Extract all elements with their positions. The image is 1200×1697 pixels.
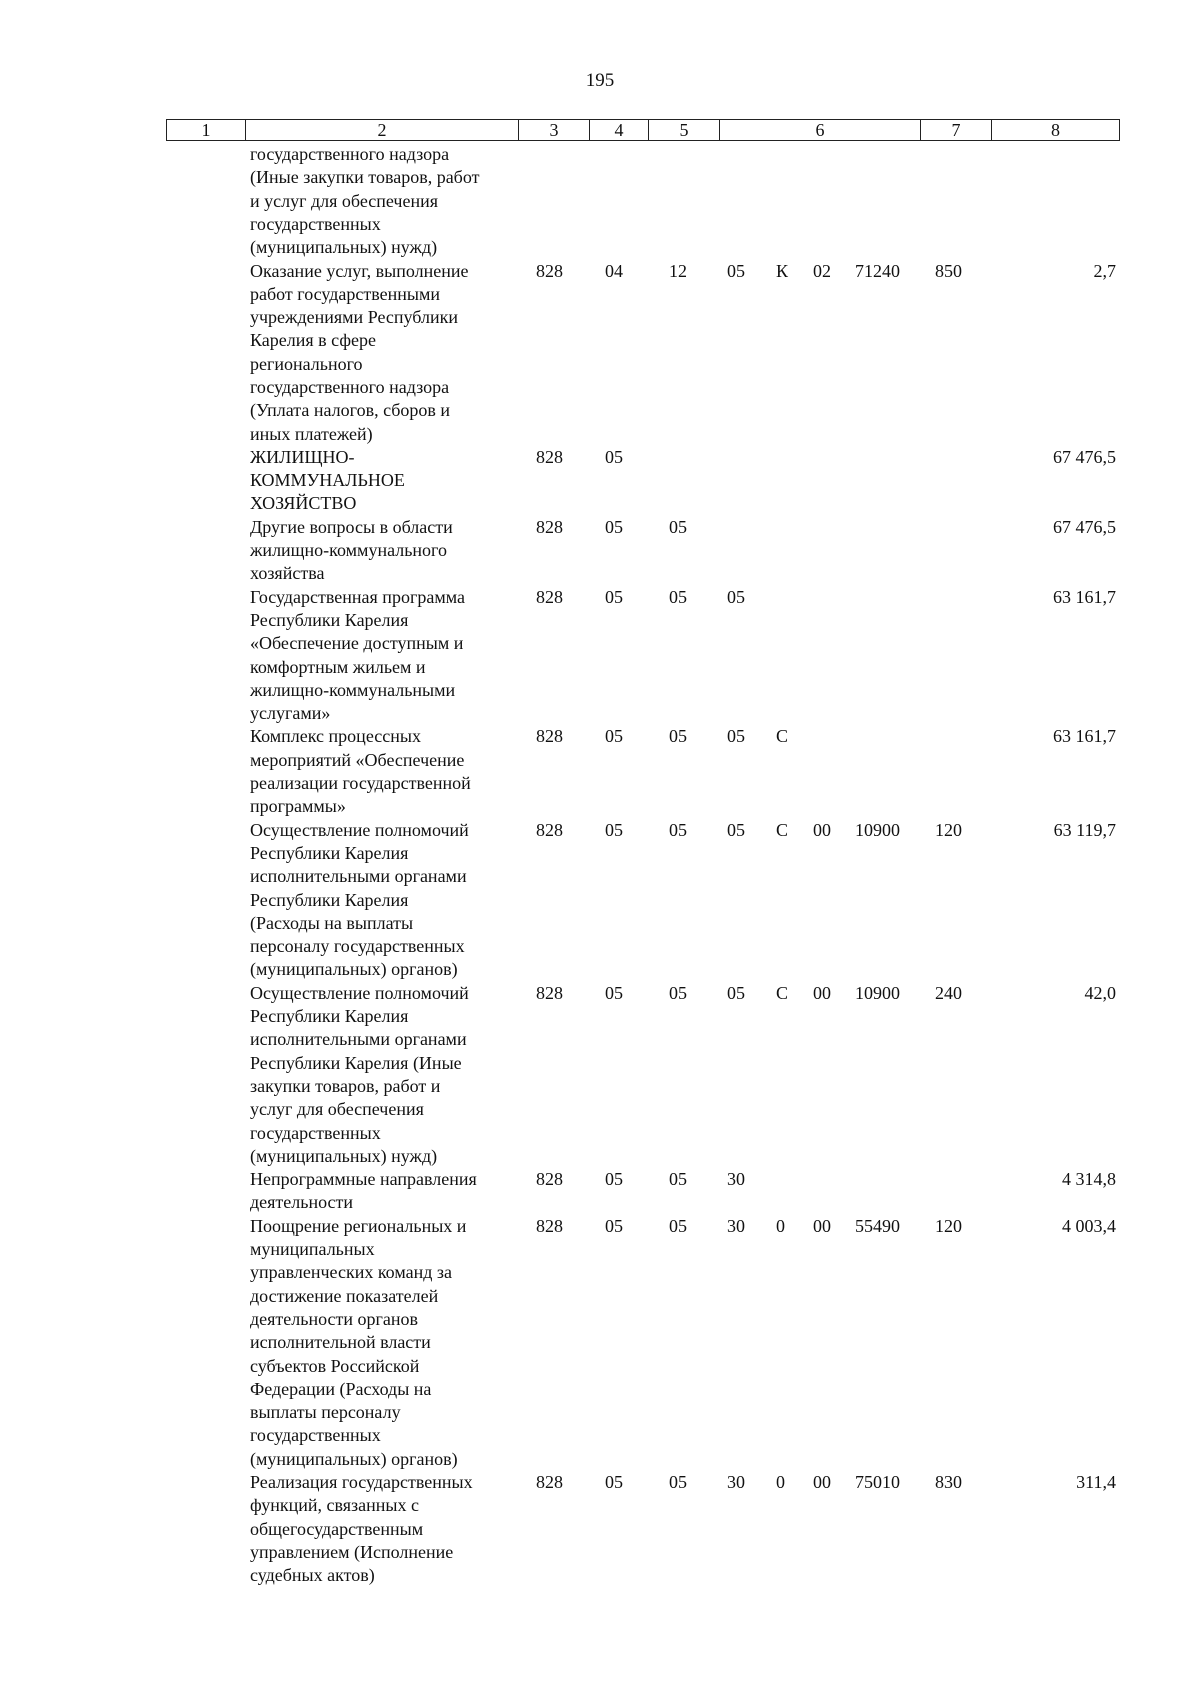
row-cell-c6a: 30 — [727, 1169, 745, 1190]
row-cell-c7: 120 — [935, 1215, 962, 1236]
row-cell-c7: 120 — [935, 819, 962, 840]
row-cell-c3: 828 — [536, 446, 563, 467]
row-cell-c6a: 05 — [727, 982, 745, 1003]
row-cell-c6c: 02 — [813, 260, 831, 281]
row-name: Оказание услуг, выполнение работ государственными учреждениями Республики Карелия в сфере регионального государственного надзора (Уплата налогов, сборов и иных платежей) — [250, 260, 469, 444]
row-name: ЖИЛИЩНО- КОММУНАЛЬНОЕ ХОЗЯЙСТВО — [250, 446, 405, 514]
row-cell-c6a: 05 — [727, 726, 745, 747]
row-cell-c6d: 75010 — [855, 1472, 900, 1493]
row-cell-c5: 05 — [669, 982, 687, 1003]
row-cell-c4: 05 — [605, 726, 623, 747]
row-cell-c3: 828 — [536, 726, 563, 747]
row-name: Непрограммные направления деятельности — [250, 1169, 477, 1213]
row-cell-c8: 67 476,5 — [1053, 446, 1116, 467]
row-cell-c8: 63 161,7 — [1053, 726, 1116, 747]
row-cell-c4: 04 — [605, 260, 623, 281]
row-cell-c6a: 30 — [727, 1472, 745, 1493]
header-col-5: 5 — [648, 120, 719, 140]
row-cell-c5: 05 — [669, 1472, 687, 1493]
table-row — [0, 446, 1200, 516]
row-cell-c4: 05 — [605, 516, 623, 537]
row-cell-c5: 05 — [669, 726, 687, 747]
table-row — [0, 1215, 1200, 1471]
row-cell-c8: 311,4 — [1076, 1472, 1116, 1493]
table-body — [0, 143, 1200, 1588]
row-name: государственного надзора (Иные закупки товаров, работ и услуг для обеспечения государственных (муниципальных) нужд) — [250, 144, 480, 258]
row-cell-c5: 05 — [669, 1215, 687, 1236]
row-cell-c5: 12 — [669, 260, 687, 281]
row-cell-c6a: 05 — [727, 260, 745, 281]
row-cell-c3: 828 — [536, 260, 563, 281]
row-cell-c5: 05 — [669, 1169, 687, 1190]
row-cell-c6d: 10900 — [855, 982, 900, 1003]
header-col-1: 1 — [201, 120, 211, 140]
row-cell-c8: 4 003,4 — [1062, 1215, 1116, 1236]
row-name: Поощрение региональных и муниципальных управленческих команд за достижение показателей деятельности органов исполнительной власти субъектов Российской Федерации (Расходы на выплаты персоналу государственных (муниципальных) органов) — [250, 1215, 467, 1469]
table-row — [0, 516, 1200, 586]
row-cell-c7: 850 — [935, 260, 962, 281]
row-cell-c4: 05 — [605, 586, 623, 607]
row-cell-c8: 63 161,7 — [1053, 586, 1116, 607]
row-cell-c6b: С — [776, 982, 789, 1003]
row-cell-c3: 828 — [536, 1169, 563, 1190]
table-row — [0, 1471, 1200, 1588]
row-cell-c5: 05 — [669, 516, 687, 537]
table-row — [0, 819, 1200, 982]
row-cell-c5: 05 — [669, 586, 687, 607]
table-row — [0, 586, 1200, 726]
row-cell-c3: 828 — [536, 586, 563, 607]
row-cell-c6a: 30 — [727, 1215, 745, 1236]
row-cell-c7: 830 — [935, 1472, 962, 1493]
header-col-2: 2 — [245, 120, 518, 140]
header-col-8: 8 — [991, 120, 1119, 140]
row-cell-c8: 4 314,8 — [1062, 1169, 1116, 1190]
table-row — [0, 1168, 1200, 1215]
row-cell-c6b: 0 — [776, 1472, 785, 1493]
table-row — [0, 143, 1200, 260]
row-cell-c6b: 0 — [776, 1215, 785, 1236]
table-header — [166, 119, 1120, 141]
row-cell-c3: 828 — [536, 1215, 563, 1236]
header-col-3: 3 — [518, 120, 589, 140]
row-name: Реализация государственных функций, связанных с общегосударственным управлением (Исполнение судебных актов) — [250, 1472, 473, 1586]
row-cell-c6a: 05 — [727, 586, 745, 607]
row-cell-c6c: 00 — [813, 1215, 831, 1236]
row-cell-c4: 05 — [605, 1472, 623, 1493]
header-col-6: 6 — [719, 120, 920, 140]
row-cell-c7: 240 — [935, 982, 962, 1003]
row-cell-c5: 05 — [669, 819, 687, 840]
row-cell-c3: 828 — [536, 982, 563, 1003]
row-cell-c6b: С — [776, 726, 789, 747]
row-name: Комплекс процессных мероприятий «Обеспечение реализации государственной программы» — [250, 726, 471, 817]
table-row — [0, 982, 1200, 1168]
row-cell-c4: 05 — [605, 819, 623, 840]
row-name: Осуществление полномочий Республики Карелия исполнительными органами Республики Карелия (Расходы на выплаты персоналу государственных (муниципальных) органов) — [250, 819, 469, 980]
row-cell-c6b: К — [776, 260, 789, 281]
row-cell-c3: 828 — [536, 1472, 563, 1493]
row-cell-c4: 05 — [605, 1169, 623, 1190]
row-cell-c6d: 71240 — [855, 260, 900, 281]
row-cell-c6c: 00 — [813, 819, 831, 840]
row-cell-c3: 828 — [536, 819, 563, 840]
row-cell-c3: 828 — [536, 516, 563, 537]
row-cell-c6d: 10900 — [855, 819, 900, 840]
row-cell-c4: 05 — [605, 1215, 623, 1236]
page-number: 195 — [585, 70, 615, 91]
row-cell-c8: 63 119,7 — [1053, 819, 1116, 840]
header-col-4: 4 — [589, 120, 648, 140]
header-col-7: 7 — [920, 120, 991, 140]
row-cell-c6c: 00 — [813, 1472, 831, 1493]
row-cell-c8: 42,0 — [1084, 982, 1116, 1003]
row-cell-c6b: С — [776, 819, 789, 840]
row-cell-c6c: 00 — [813, 982, 831, 1003]
table-row — [0, 260, 1200, 446]
row-cell-c6a: 05 — [727, 819, 745, 840]
table-row — [0, 725, 1200, 818]
row-name: Государственная программа Республики Карелия «Обеспечение доступным и комфортным жильем и жилищно-коммунальными услугами» — [250, 586, 465, 724]
row-cell-c4: 05 — [605, 446, 623, 467]
row-cell-c8: 2,7 — [1093, 260, 1116, 281]
row-name: Другие вопросы в области жилищно-коммунального хозяйства — [250, 516, 453, 584]
row-cell-c4: 05 — [605, 982, 623, 1003]
row-name: Осуществление полномочий Республики Карелия исполнительными органами Республики Карелия (Иные закупки товаров, работ и услуг для обеспечения государственных (муниципальных) нужд) — [250, 982, 469, 1166]
row-cell-c8: 67 476,5 — [1053, 516, 1116, 537]
row-cell-c6d: 55490 — [855, 1215, 900, 1236]
